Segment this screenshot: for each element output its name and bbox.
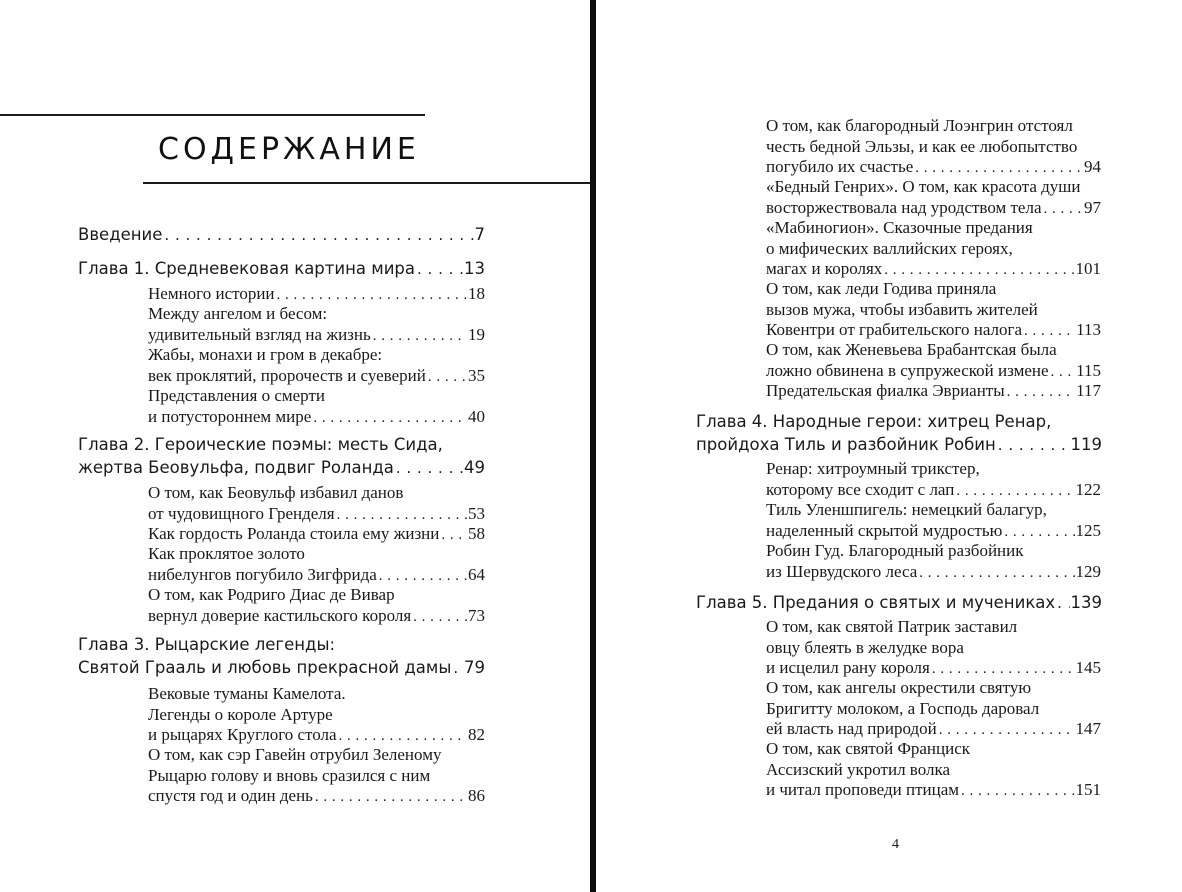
toc-entry <box>766 678 1101 741</box>
toc-entry-line: Робин Гуд. Благородный разбойник <box>766 541 1024 560</box>
toc-page-number: 35 <box>468 365 485 385</box>
toc-entry-last-line <box>148 606 485 628</box>
toc-page-number: 113 <box>1076 320 1101 339</box>
dot-leader <box>884 260 1074 281</box>
toc-entry-last-line <box>766 780 1101 802</box>
title-underline <box>143 182 590 184</box>
toc-entry-last-line <box>148 325 485 347</box>
toc-page-number: 82 <box>468 725 485 744</box>
toc-entry-last-line <box>766 361 1101 383</box>
toc-entry <box>766 340 1101 382</box>
toc-entry-last-line <box>78 657 485 680</box>
toc-page-number: 151 <box>1075 780 1101 799</box>
toc-entry-line: «Бедный Генрих». О том, как красота души <box>766 177 1081 196</box>
dot-leader <box>428 367 467 388</box>
toc-entry-line: удивительный взгляд на жизнь <box>148 324 371 344</box>
toc-entry <box>766 116 1101 179</box>
dot-leader <box>998 434 1070 457</box>
toc-entry-line: наделенный скрытой мудростью <box>766 520 1003 540</box>
toc-page-number: 119 <box>1070 434 1102 454</box>
toc-entry-line: которому все сходит с лап <box>766 479 955 499</box>
dot-leader <box>417 258 463 281</box>
toc-chapter <box>78 634 485 679</box>
toc-entry-line: О том, как Беовульф избавил данов <box>148 483 404 502</box>
toc-chapter <box>78 434 485 479</box>
toc-entry-line: ложно обвинена в супружеской измене <box>766 360 1049 380</box>
toc-page-number: 86 <box>468 786 485 805</box>
toc-chapter <box>78 224 485 247</box>
toc-entry-last-line <box>148 725 485 747</box>
toc-entry-line: Немного истории <box>148 284 275 303</box>
toc-entry-line: Глава 5. Предания о святых и мучениках <box>696 593 1056 612</box>
toc-page-number: 40 <box>468 406 485 426</box>
toc-entry-line: О том, как святой Франциск <box>766 739 971 758</box>
dot-leader <box>413 607 467 628</box>
dot-leader <box>1024 321 1075 342</box>
toc-entry <box>148 524 485 546</box>
toc-entry-line: и потустороннем мире <box>148 406 312 426</box>
toc-entry <box>766 541 1101 583</box>
toc-entry-last-line <box>766 521 1101 543</box>
toc-entry-line: Глава 4. Народные герои: хитрец Ренар, <box>696 412 1052 431</box>
toc-entry-line: «Мабиногион». Сказочные предания <box>766 218 1033 237</box>
toc-entry <box>148 386 485 428</box>
toc-entry-line: о мифических валлийских героях, <box>766 238 1013 258</box>
toc-entry-line: Ассизский укротил волка <box>766 759 951 779</box>
page-number: 4 <box>892 837 899 852</box>
toc-page-number: 18 <box>468 284 485 303</box>
dot-leader <box>939 720 1075 741</box>
toc-entry <box>766 279 1101 342</box>
toc-entry-line: спустя год и один день <box>148 786 313 805</box>
toc-entry-line: ей власть над природой <box>766 719 937 738</box>
toc-page-number: 49 <box>464 457 485 477</box>
toc-entry-line: Между ангелом и бесом: <box>148 304 328 323</box>
toc-entry-line: О том, как святой Патрик заставил <box>766 617 1018 636</box>
dot-leader <box>277 285 467 306</box>
toc-entry <box>148 483 485 525</box>
toc-page-number: 145 <box>1075 658 1101 677</box>
dot-leader <box>396 457 463 480</box>
toc-page-number: 129 <box>1075 561 1101 581</box>
toc-entry-last-line <box>148 565 485 587</box>
toc-entry-line: О том, как ангелы окрестили святую <box>766 678 1032 697</box>
toc-entry <box>766 500 1101 542</box>
toc-entry-line: Введение <box>78 225 163 244</box>
toc-page-number: 13 <box>464 259 485 278</box>
dot-leader <box>1007 382 1075 403</box>
toc-entry-line: Предательская фиалка Эврианты <box>766 381 1005 400</box>
toc-page-number: 58 <box>468 524 485 543</box>
toc-entry-line: Легенды о короле Артуре <box>148 704 333 724</box>
toc-entry-last-line <box>148 366 485 388</box>
dot-leader <box>373 326 467 347</box>
toc-entry <box>148 585 485 627</box>
toc-entry-last-line <box>696 592 1102 615</box>
dot-leader <box>961 781 1074 802</box>
toc-entry-last-line <box>766 480 1101 502</box>
toc-entry <box>148 745 485 808</box>
right-page <box>596 0 1182 892</box>
toc-entry-line: из Шервудского леса <box>766 561 918 581</box>
toc-chapter <box>696 592 1102 615</box>
toc-entry-last-line <box>148 504 485 526</box>
toc-entry-line: О том, как благородный Лоэнгрин отстоял <box>766 116 1073 135</box>
toc-entry-line: Как гордость Роланда стоила ему жизни <box>148 524 440 543</box>
toc-entry-last-line <box>148 786 485 808</box>
dot-leader <box>453 657 463 680</box>
toc-entry <box>148 304 485 346</box>
toc-entry-line: Бригитту молоком, а Господь даровал <box>766 698 1040 718</box>
toc-entry-line: жертва Беовульфа, подвиг Роланда <box>78 457 394 477</box>
dot-leader <box>315 787 467 808</box>
toc-entry-line: Глава 3. Рыцарские легенды: <box>78 635 336 654</box>
top-rule <box>0 114 425 116</box>
toc-chapter <box>696 411 1102 456</box>
toc-entry-last-line <box>78 258 485 281</box>
toc-entry-last-line <box>78 457 485 480</box>
toc-entry-line: О том, как леди Годива приняла <box>766 279 997 298</box>
toc-entry-line: вернул доверие кастильского короля <box>148 605 412 625</box>
dot-leader <box>1004 522 1074 543</box>
toc-entry-line: пройдоха Тиль и разбойник Робин <box>696 434 996 454</box>
dot-leader <box>919 563 1074 584</box>
toc-page-number: 53 <box>468 503 485 523</box>
toc-entry-line: Тиль Уленшпигель: немецкий балагур, <box>766 500 1047 519</box>
toc-entry-last-line <box>766 198 1101 220</box>
page-title: СОДЕРЖАНИЕ <box>158 132 420 167</box>
toc-entry-line: Глава 1. Средневековая картина мира <box>78 259 416 278</box>
toc-page-number: 79 <box>464 657 485 677</box>
toc-entry-line: и исцелил рану короля <box>766 658 930 677</box>
toc-entry-line: восторжествовала над уродством тела <box>766 197 1042 217</box>
toc-entry-last-line <box>766 381 1101 403</box>
dot-leader <box>339 726 467 747</box>
toc-entry-line: О том, как сэр Гавейн отрубил Зеленому <box>148 745 442 764</box>
toc-page-number: 125 <box>1075 520 1101 540</box>
toc-entry-line: магах и королях <box>766 259 883 278</box>
toc-entry-last-line <box>696 434 1102 457</box>
toc-entry-line: Ковентри от грабительского налога <box>766 320 1023 339</box>
toc-page-number: 97 <box>1084 197 1101 217</box>
dot-leader <box>164 224 473 247</box>
toc-entry-line: нибелунгов погубило Зигфрида <box>148 564 377 584</box>
toc-page-number: 147 <box>1075 719 1101 738</box>
toc-entry-line: от чудовищного Гренделя <box>148 503 335 523</box>
toc-entry <box>766 617 1101 680</box>
toc-entry <box>766 177 1101 219</box>
toc-entry-line: овцу блеять в желудке вора <box>766 637 964 657</box>
toc-entry-line: О том, как Женевьева Брабантская была <box>766 340 1057 359</box>
toc-entry-line: погубило их счастье <box>766 157 914 176</box>
toc-page-number: 117 <box>1076 381 1101 400</box>
dot-leader <box>1044 199 1083 220</box>
toc-entry-line: честь бедной Эльзы, и как ее любопытство <box>766 136 1078 156</box>
dot-leader <box>932 659 1075 680</box>
toc-entry-last-line <box>78 224 485 247</box>
toc-entry-last-line <box>766 259 1101 281</box>
dot-leader <box>1051 362 1076 383</box>
left-page <box>0 0 590 892</box>
dot-leader <box>1057 592 1069 615</box>
toc-entry <box>766 739 1101 802</box>
toc-entry-line: Глава 2. Героические поэмы: месть Сида, <box>78 435 443 454</box>
toc-entry-line: век проклятий, пророчеств и суеверий <box>148 365 426 385</box>
toc-chapter <box>78 258 485 281</box>
dot-leader <box>956 481 1074 502</box>
toc-entry-line: Вековые туманы Камелота. <box>148 684 346 703</box>
toc-entry <box>148 345 485 387</box>
toc-entry-line: Представления о смерти <box>148 386 325 405</box>
toc-page-number: 122 <box>1075 479 1101 499</box>
dot-leader <box>313 408 467 429</box>
toc-page-number: 101 <box>1075 259 1101 278</box>
toc-entry-line: Рыцарю голову и вновь сразился с ним <box>148 765 431 785</box>
dot-leader <box>441 525 467 546</box>
toc-entry <box>148 284 485 306</box>
toc-entry-line: Ренар: хитроумный трикстер, <box>766 459 980 478</box>
toc-entry <box>766 381 1101 403</box>
toc-entry <box>766 459 1101 501</box>
toc-entry <box>148 684 485 747</box>
toc-entry-last-line <box>148 524 485 546</box>
dot-leader <box>915 158 1083 179</box>
toc-page-number: 7 <box>474 225 485 244</box>
toc-entry-last-line <box>766 658 1101 680</box>
toc-entry-line: Святой Грааль и любовь прекрасной дамы <box>78 657 452 677</box>
toc-entry-line: и читал проповеди птицам <box>766 780 960 799</box>
toc-entry-last-line <box>148 407 485 429</box>
dot-leader <box>379 566 467 587</box>
dot-leader <box>337 505 467 526</box>
toc-entry-line: Как проклятое золото <box>148 544 305 563</box>
toc-page-number: 64 <box>468 564 485 584</box>
toc-entry-last-line <box>148 284 485 306</box>
toc-page-number: 19 <box>468 324 485 344</box>
toc-entry-line: Жабы, монахи и гром в декабре: <box>148 345 383 364</box>
toc-entry <box>148 544 485 586</box>
toc-entry-last-line <box>766 719 1101 741</box>
toc-page-number: 139 <box>1070 593 1102 612</box>
toc-entry-last-line <box>766 320 1101 342</box>
toc-entry-line: О том, как Родриго Диас де Вивар <box>148 585 395 604</box>
toc-entry-line: и рыцарях Круглого стола <box>148 725 337 744</box>
toc-entry-last-line <box>766 157 1101 179</box>
toc-page-number: 73 <box>468 605 485 625</box>
toc-entry-last-line <box>766 562 1101 584</box>
toc-page-number: 115 <box>1076 360 1101 380</box>
toc-entry-line: вызов мужа, чтобы избавить жителей <box>766 299 1038 319</box>
toc-page-number: 94 <box>1084 157 1101 176</box>
toc-entry <box>766 218 1101 281</box>
